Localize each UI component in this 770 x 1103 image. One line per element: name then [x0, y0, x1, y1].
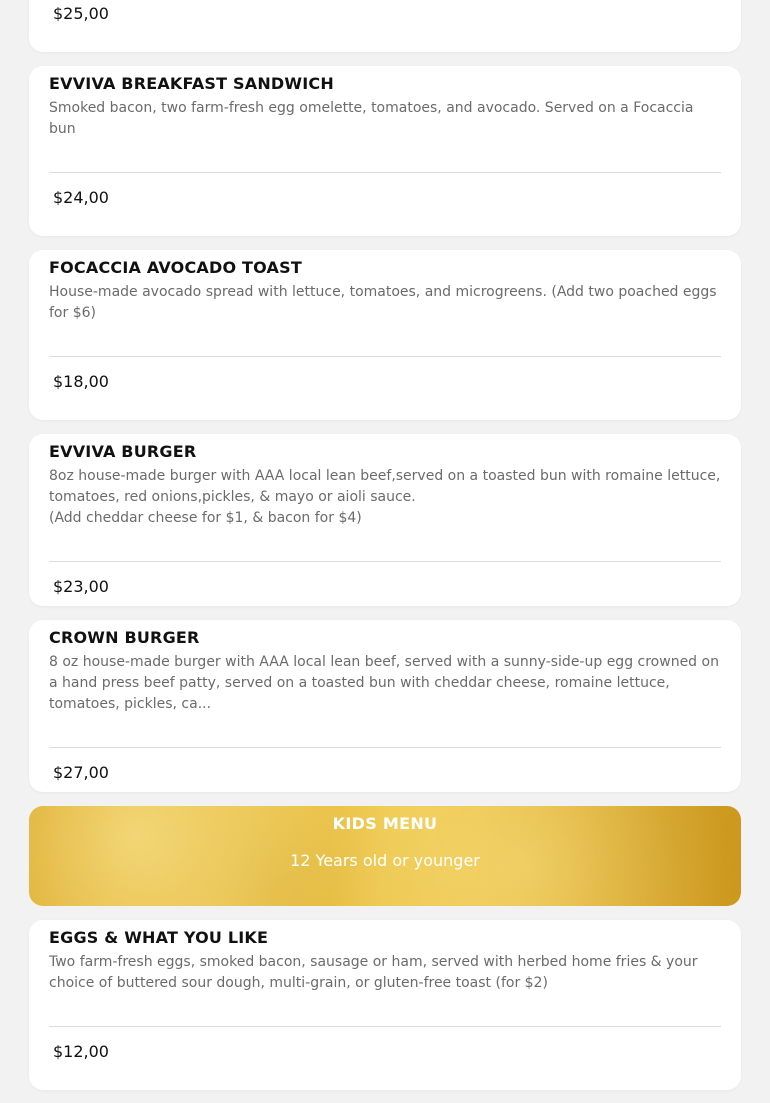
menu-item-card[interactable] [29, 920, 741, 1090]
item-description: Smoked bacon, two farm-fresh egg omelette, tomatoes, and avocado. Served on a Focaccia bun [49, 100, 694, 137]
item-price: $25,00 [53, 4, 109, 23]
item-title: FOCACCIA AVOCADO TOAST [49, 258, 302, 277]
divider [49, 747, 721, 748]
section-title: KIDS MENU [332, 814, 438, 833]
divider [49, 561, 721, 562]
item-description: House-made avocado spread with lettuce, tomatoes, and microgreens. (Add two poached eggs for $6) [49, 284, 717, 321]
divider [49, 172, 721, 173]
divider [49, 1026, 721, 1027]
section-subtitle: 12 Years old or younger [290, 851, 480, 870]
kids-menu-banner[interactable] [29, 806, 741, 906]
menu-item-card[interactable] [29, 250, 741, 420]
menu-item-card[interactable] [29, 620, 741, 792]
menu-item-card[interactable] [29, 66, 741, 236]
item-description: Two farm-fresh eggs, smoked bacon, sausage or ham, served with herbed home fries & your choice of buttered sour dough, multi-grain, or gluten-free toast (for $2) [49, 954, 698, 991]
menu-item-card[interactable] [29, 0, 741, 52]
item-title: CROWN BURGER [49, 628, 200, 647]
item-price: $18,00 [53, 372, 109, 391]
divider [49, 356, 721, 357]
item-title: EVVIVA BURGER [49, 442, 197, 461]
menu-item-card[interactable] [29, 434, 741, 606]
item-price: $12,00 [53, 1042, 109, 1061]
item-description: 8 oz house-made burger with AAA local lean beef, served with a sunny-side-up egg crowned on a hand press beef patty, served on a toasted bun with cheddar cheese, romaine lettuce, tomatoes, pickles, ca... [49, 654, 719, 712]
item-price: $27,00 [53, 763, 109, 782]
item-title: EVVIVA BREAKFAST SANDWICH [49, 74, 334, 93]
item-title: EGGS & WHAT YOU LIKE [49, 928, 269, 947]
item-price: $23,00 [53, 577, 109, 596]
item-description: 8oz house-made burger with AAA local lean beef,served on a toasted bun with romaine lettuce, tomatoes, red onions,pickles, & mayo or aioli sauce. (Add cheddar cheese for $1, & bacon for $4) [49, 468, 721, 526]
item-price: $24,00 [53, 188, 109, 207]
